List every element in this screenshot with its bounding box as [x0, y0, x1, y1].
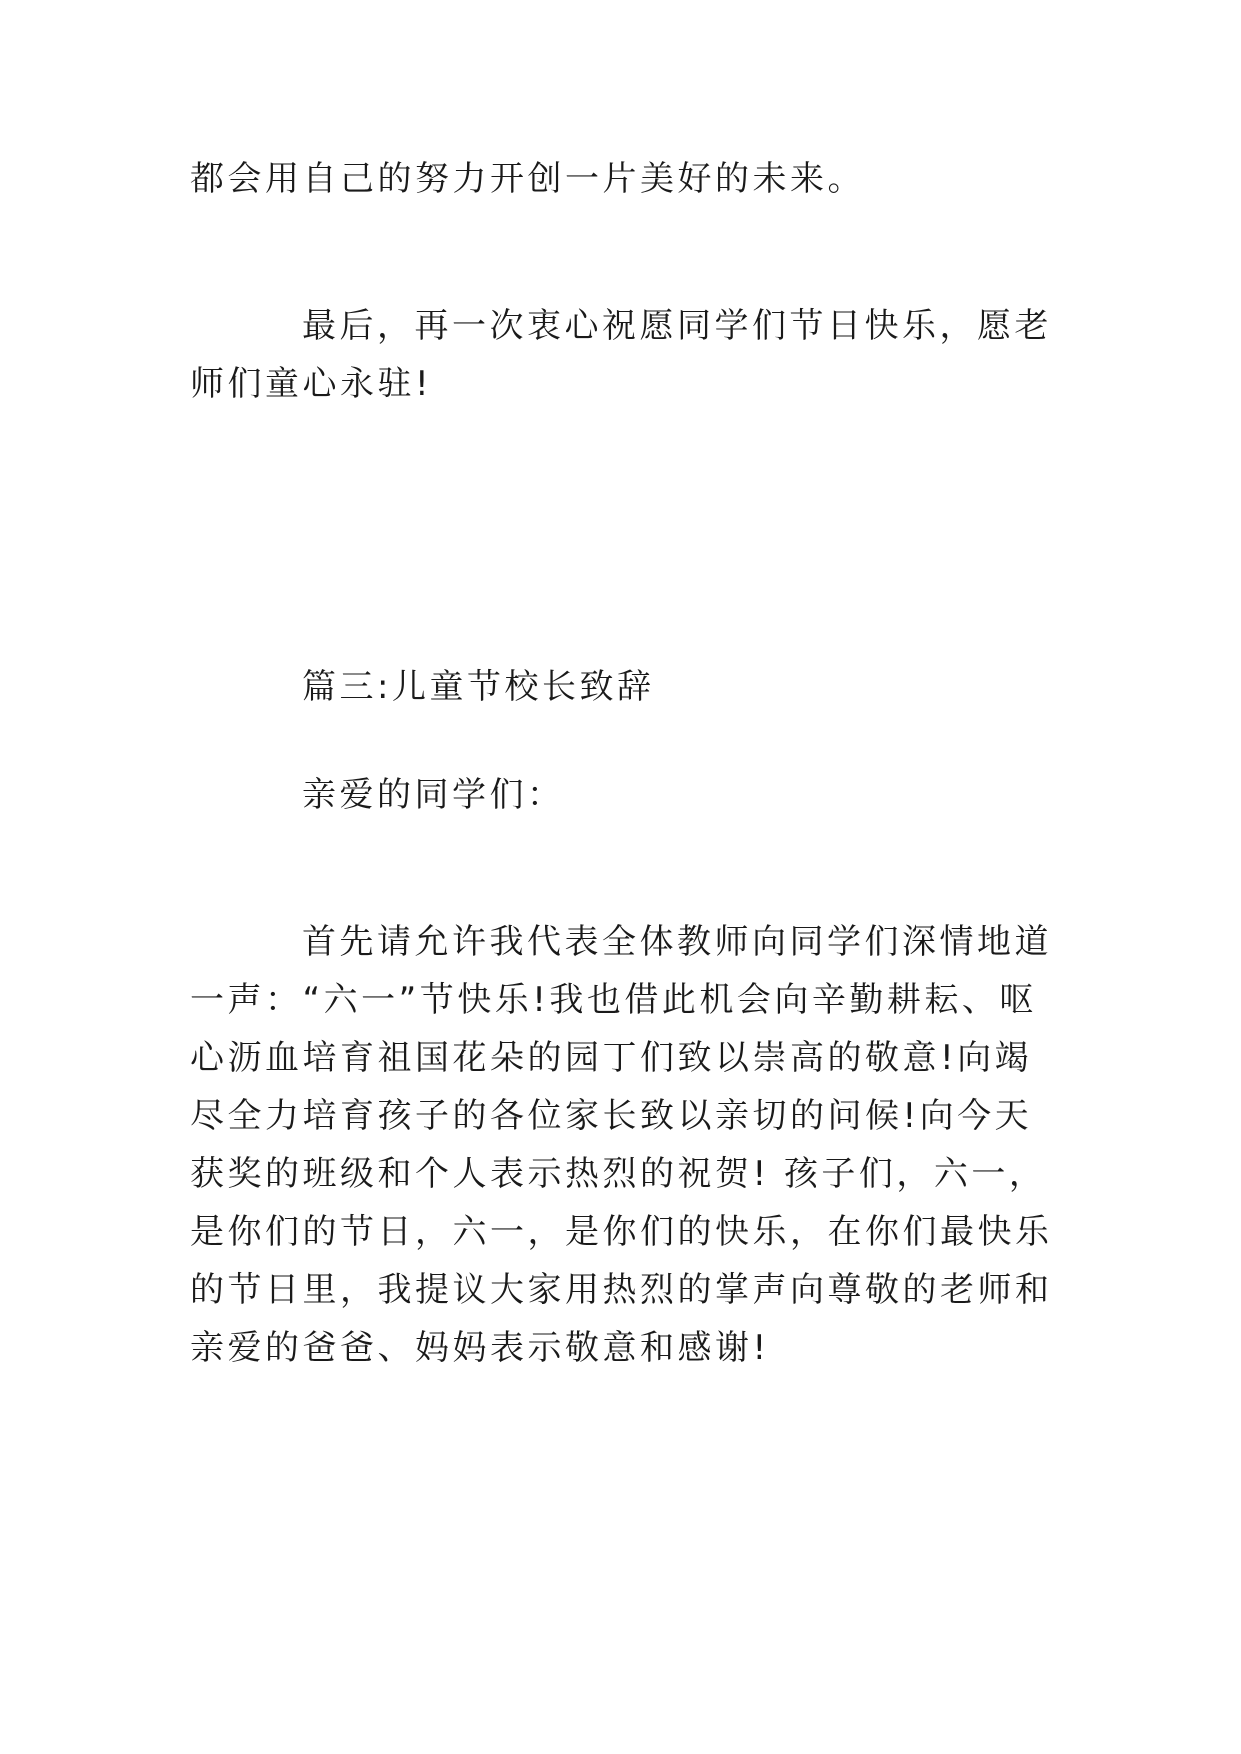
paragraph-speech-body: 首先请允许我代表全体教师向同学们深情地道一声：“六一”节快乐!我也借此机会向辛勤耕耘、呕心沥血培育祖国花朵的园丁们致以崇高的敬意!向竭尽全力培育孩子的各位家长致以亲切的问候!向今天获奖的班级和个人表示热烈的祝贺! 孩子们，六一，是你们的节日，六一，是你们的快乐，在你们最快乐的节日里，我提议大家用热烈的掌声向尊敬的老师和亲爱的爸爸、妈妈表示敬意和感谢! [190, 922, 1053, 1368]
paragraph-continuation: 都会用自己的努力开创一片美好的未来。 [190, 159, 865, 199]
section-title: 篇三:儿童节校长致辞 [302, 667, 655, 707]
salutation: 亲爱的同学们： [302, 775, 565, 815]
paragraph-closing-wishes: 最后，再一次衷心祝愿同学们节日快乐，愿老师们童心永驻! [190, 306, 1052, 404]
